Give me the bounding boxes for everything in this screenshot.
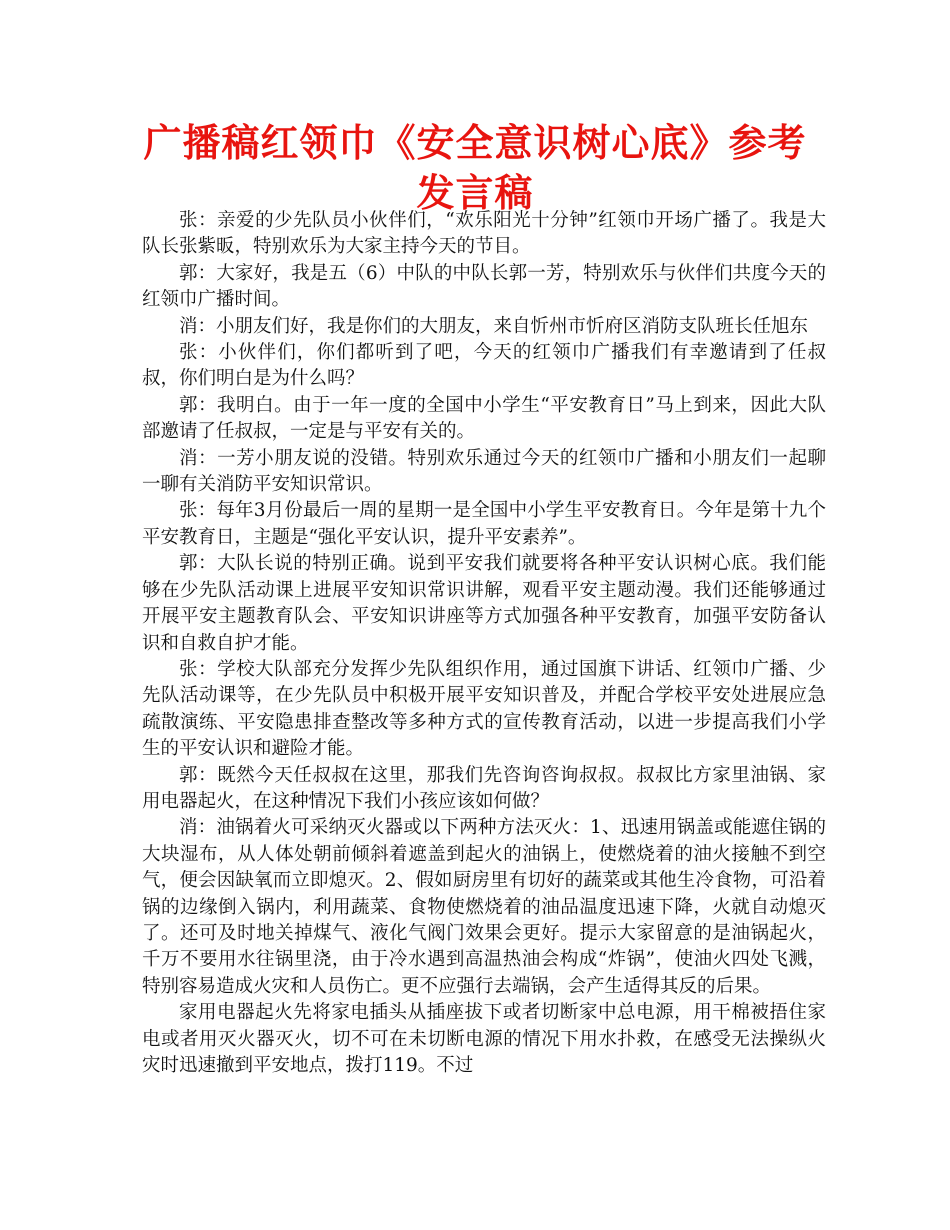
paragraph: 张：学校大队部充分发挥少先队组织作用，通过国旗下讲话、红领巾广播、少先队活动课等，在少先队员中积极开展平安知识普及，并配合学校平安处进展应急疏散演练、平安隐患排查整改等多种方式的宣传教育活动，以进一步提高我们小学生的平安认识和避险才能。 xyxy=(142,658,826,760)
paragraph: 家用电器起火先将家电插头从插座拔下或者切断家中总电源，用干棉被捂住家电或者用灭火器灭火，切不可在未切断电源的情况下用水扑救，在感受无法操纵火灾时迅速撤到平安地点，拨打119。不过 xyxy=(142,1002,826,1076)
document-title: 广播稿红领巾《安全意识树心底》参考发言稿 xyxy=(143,121,807,215)
document-body xyxy=(142,208,826,1079)
paragraph: 郭：大家好，我是五（6）中队的中队长郭一芳，特别欢乐与伙伴们共度今天的红领巾广播时间。 xyxy=(142,262,826,311)
paragraph: 消：小朋友们好，我是你们的大朋友，来自忻州市忻府区消防支队班长任旭东 xyxy=(179,315,809,337)
paragraph: 张：每年3月份最后一周的星期一是全国中小学生平安教育日。今年是第十九个平安教育日，主题是“强化平安认识，提升平安素养”。 xyxy=(142,500,826,548)
paragraph: 郭：既然今天任叔叔在这里，那我们先咨询咨询叔叔。叔叔比方家里油锅、家用电器起火，在这种情况下我们小孩应该如何做？ xyxy=(142,764,826,812)
paragraph: 郭：大队长说的特别正确。说到平安我们就要将各种平安认识树心底。我们能够在少先队活动课上进展平安知识常识讲解，观看平安主题动漫。我们还能够通过开展平安主题教育队会、平安知识讲座等方式加强各种平安教育，加强平安防备认识和自救自护才能。 xyxy=(142,553,826,654)
paragraph: 郭：我明白。由于一年一度的全国中小学生“平安教育日”马上到来，因此大队部邀请了任叔叔，一定是与平安有关的。 xyxy=(142,394,826,443)
paragraph: 消：一芳小朋友说的没错。特别欢乐通过今天的红领巾广播和小朋友们一起聊一聊有关消防平安知识常识。 xyxy=(142,447,826,496)
paragraph: 张：亲爱的少先队员小伙伴们，“欢乐阳光十分钟”红领巾开场广播了。我是大队长张紫昄，特别欢乐为大家主持今天的节目。 xyxy=(142,210,826,258)
paragraph: 消：油锅着火可采纳灭火器或以下两种方法灭火：1、迅速用锅盖或能遮住锅的大块湿布，从人体处朝前倾斜着遮盖到起火的油锅上，使燃烧着的油火接触不到空气，便会因缺氧而立即熄灭。2、假如厨房里有切好的蔬菜或其他生冷食物，可沿着锅的边缘倒入锅内，利用蔬菜、食物使燃烧着的油品温度迅速下降，火就自动熄灭了。还可及时地关掉煤气、液化气阀门效果会更好。提示大家留意的是油锅起火，千万不要用水往锅里浇，由于冷水遇到高温热油会构成“炸锅”，使油火四处飞溅，特别容易造成火灾和人员伤亡。更不应强行去端锅，会产生适得其反的后果。 xyxy=(142,817,826,997)
paragraph: 张：小伙伴们，你们都听到了吧，今天的红领巾广播我们有幸邀请到了任叔叔，你们明白是为什么吗？ xyxy=(142,342,826,390)
